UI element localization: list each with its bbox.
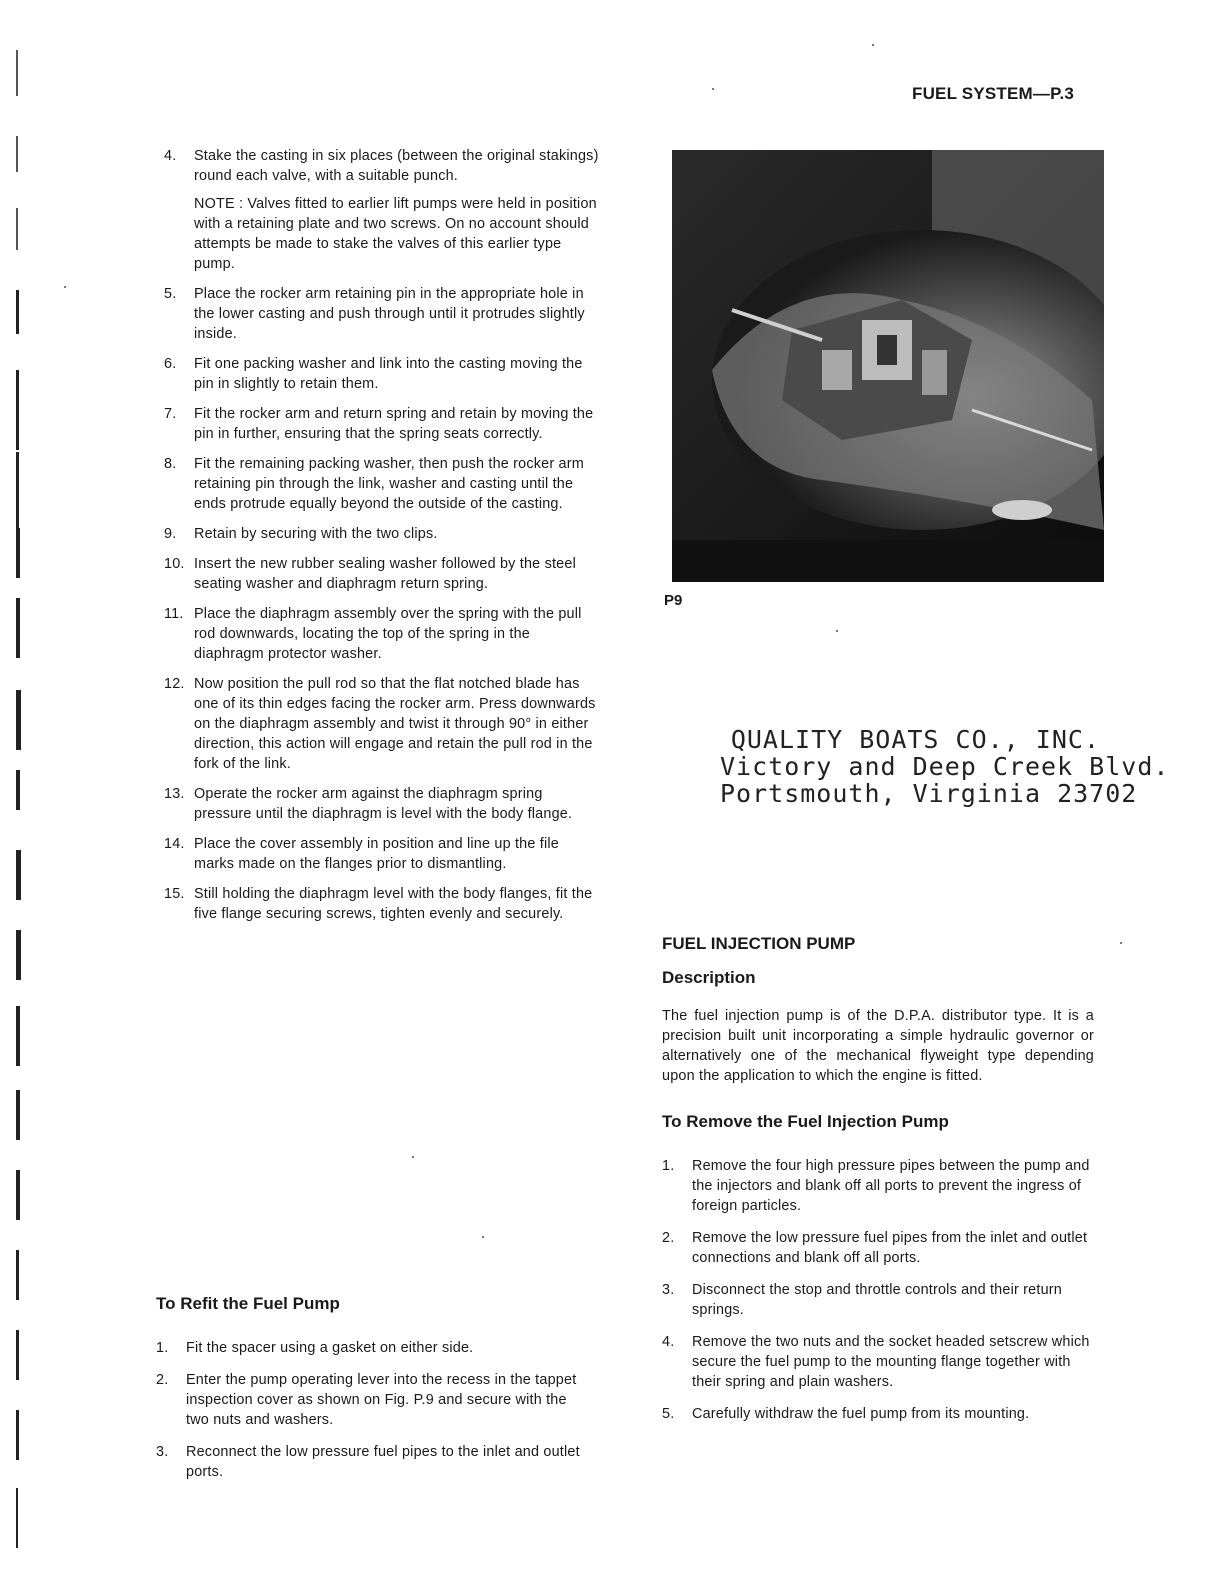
step-text: Retain by securing with the two clips. xyxy=(194,526,438,542)
step-text: Place the diaphragm assembly over the spring with the pull rod downwards, locating the top of the spring in the diaphragm protector washer. xyxy=(194,606,582,662)
list-item: 3. Disconnect the stop and throttle controls and their return springs. xyxy=(662,1282,1062,1318)
list-item: 13. Operate the rocker arm against the diaphragm spring pressure until the diaphragm is level with the body flange. xyxy=(164,786,573,822)
fuel-injection-pump-section xyxy=(662,934,1094,1436)
binding-edge-marks xyxy=(6,40,32,1560)
refit-heading: To Refit the Fuel Pump xyxy=(156,1294,340,1313)
dealer-stamp xyxy=(720,725,1170,808)
step-text: Reconnect the low pressure fuel pipes to the inlet and outlet ports. xyxy=(186,1444,580,1480)
list-item: 4. Stake the casting in six places (between the original stakings) round each valve, with a suitable punch. NOTE : Valves fitted to earlier lift pumps were held in position with a retaining plate and two screws. On no account should attempts be made to stake the valves of this earlier type pump. xyxy=(164,148,599,272)
running-header: FUEL SYSTEM—P.3 xyxy=(912,84,1075,103)
remove-steps-list xyxy=(662,1156,1094,1424)
list-item: 1. Remove the four high pressure pipes between the pump and the injectors and blank off all ports to prevent the ingress of foreign particles. xyxy=(662,1158,1090,1214)
figure-p9-photo xyxy=(672,150,1104,582)
scan-speck xyxy=(482,1236,484,1238)
scan-speck xyxy=(836,630,838,632)
list-item: 4. Remove the two nuts and the socket headed setscrew which secure the fuel pump to the mounting flange together with their spring and plain washers. xyxy=(662,1334,1090,1390)
scan-speck xyxy=(712,88,714,90)
left-column-steps xyxy=(164,146,600,934)
scan-speck xyxy=(412,1156,414,1158)
list-item: 5. Place the rocker arm retaining pin in the appropriate hole in the lower casting and push through until it protrudes slightly inside. xyxy=(164,286,585,342)
step-text: Fit the remaining packing washer, then push the rocker arm retaining pin through the link, washer and casting until the ends protrude equally beyond the outside of the casting. xyxy=(194,456,584,512)
step-text: Operate the rocker arm against the diaphragm spring pressure until the diaphragm is level with the body flange. xyxy=(194,786,573,822)
list-item: 14. Place the cover assembly in position and line up the file marks made on the flanges prior to dismantling. xyxy=(164,836,559,872)
step-text: Now position the pull rod so that the flat notched blade has one of its thin edges facing the rocker arm. Press downwards on the diaphragm assembly and twist it through 90° in either direction, this action will engage and retain the pull rod in the fork of the link. xyxy=(194,676,596,772)
reassembly-steps-list xyxy=(164,146,600,924)
step-text: Remove the low pressure fuel pipes from the inlet and outlet connections and blank off all ports. xyxy=(692,1230,1088,1266)
refit-fuel-pump-section xyxy=(156,1294,592,1494)
step-text: Place the rocker arm retaining pin in the appropriate hole in the lower casting and push through until it protrudes slightly inside. xyxy=(194,286,585,342)
list-item: 7. Fit the rocker arm and return spring and retain by moving the pin in further, ensuring that the spring seats correctly. xyxy=(164,406,594,442)
list-item: 5. Carefully withdraw the fuel pump from its mounting. xyxy=(662,1406,1030,1422)
list-item: 3. Reconnect the low pressure fuel pipes to the inlet and outlet ports. xyxy=(156,1444,580,1480)
step-text: Place the cover assembly in position and line up the file marks made on the flanges prior to dismantling. xyxy=(194,836,559,872)
step-text: Carefully withdraw the fuel pump from its mounting. xyxy=(692,1406,1030,1422)
description-text: The fuel injection pump is of the D.P.A. distributor type. It is a precision built unit incorporating a simple hydraulic governor or alternatively one of the mechanical flyweight type depending upon the application to which the engine is fitted. xyxy=(662,1008,1094,1084)
description-heading: Description xyxy=(662,968,756,987)
scan-speck xyxy=(1120,942,1122,944)
section-heading: FUEL INJECTION PUMP xyxy=(662,934,856,953)
refit-steps-list xyxy=(156,1338,592,1482)
step-text: Fit the spacer using a gasket on either side. xyxy=(186,1340,474,1356)
step-text: Fit one packing washer and link into the casting moving the pin in slightly to retain them. xyxy=(194,356,583,392)
list-item: 2. Enter the pump operating lever into the recess in the tappet inspection cover as shown on Fig. P.9 and secure with the two nuts and washers. xyxy=(156,1372,577,1428)
step-text: Stake the casting in six places (between the original stakings) round each valve, with a suitable punch. xyxy=(194,148,599,184)
step-text: Insert the new rubber sealing washer followed by the steel seating washer and diaphragm return spring. xyxy=(194,556,576,592)
list-item: 2. Remove the low pressure fuel pipes from the inlet and outlet connections and blank off all ports. xyxy=(662,1230,1088,1266)
list-item: 12. Now position the pull rod so that the flat notched blade has one of its thin edges facing the rocker arm. Press downwards on the diaphragm assembly and twist it through 90° in either direction, this action will engage and retain the pull rod in the fork of the link. xyxy=(164,676,596,772)
list-item: 9. Retain by securing with the two clips. xyxy=(164,526,438,542)
list-item: 6. Fit one packing washer and link into the casting moving the pin in slightly to retain them. xyxy=(164,356,583,392)
stamp-company: QUALITY BOATS CO., INC. xyxy=(730,725,1100,754)
stamp-city: Portsmouth, Virginia 23702 xyxy=(720,779,1138,808)
step-text: Remove the four high pressure pipes between the pump and the injectors and blank off all ports to prevent the ingress of foreign particles. xyxy=(692,1158,1090,1214)
stamp-street: Victory and Deep Creek Blvd. xyxy=(720,752,1170,781)
step-text: Remove the two nuts and the socket headed setscrew which secure the fuel pump to the mounting flange together with their spring and plain washers. xyxy=(692,1334,1090,1390)
list-item: 11. Place the diaphragm assembly over the spring with the pull rod downwards, locating the top of the spring in the diaphragm protector washer. xyxy=(164,606,582,662)
remove-heading: To Remove the Fuel Injection Pump xyxy=(662,1112,949,1131)
step-note: NOTE : Valves fitted to earlier lift pumps were held in position with a retaining plate and two screws. On no account should attempts be made to stake the valves of this earlier type pump. xyxy=(194,196,597,272)
list-item: 10. Insert the new rubber sealing washer followed by the steel seating washer and diaphragm return spring. xyxy=(164,556,576,592)
figure-label: P9 xyxy=(664,592,683,609)
step-text: Fit the rocker arm and return spring and retain by moving the pin in further, ensuring that the spring seats correctly. xyxy=(194,406,594,442)
step-text: Enter the pump operating lever into the recess in the tappet inspection cover as shown on Fig. P.9 and secure with the two nuts and washers. xyxy=(186,1372,577,1428)
list-item: 8. Fit the remaining packing washer, then push the rocker arm retaining pin through the link, washer and casting until the ends protrude equally beyond the outside of the casting. xyxy=(164,456,584,512)
scan-speck xyxy=(872,44,874,46)
step-text: Disconnect the stop and throttle controls and their return springs. xyxy=(692,1282,1062,1318)
list-item: 15. Still holding the diaphragm level with the body flanges, fit the five flange securing screws, tighten evenly and securely. xyxy=(164,886,593,922)
scan-speck xyxy=(64,286,66,288)
step-text: Still holding the diaphragm level with the body flanges, fit the five flange securing screws, tighten evenly and securely. xyxy=(194,886,593,922)
list-item: 1. Fit the spacer using a gasket on either side. xyxy=(156,1340,474,1356)
engine-photo-illustration xyxy=(672,150,1104,582)
